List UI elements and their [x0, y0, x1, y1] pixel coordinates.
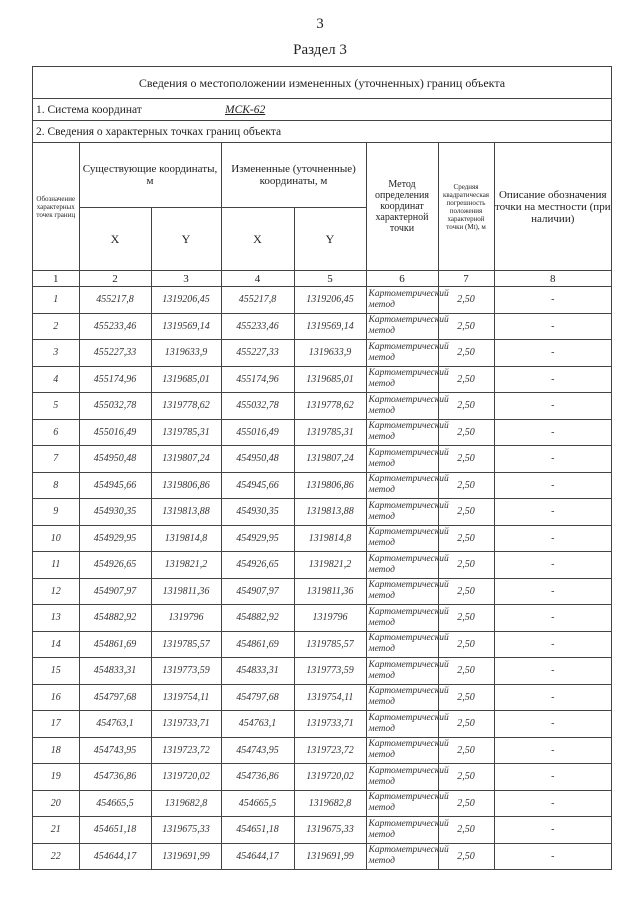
- point-number-cell: 12: [33, 578, 79, 605]
- description-cell: -: [494, 340, 611, 367]
- method-cell: Картометрический метод: [366, 578, 438, 605]
- coord-system-row: [33, 99, 611, 121]
- point-number-cell: 21: [33, 817, 79, 844]
- updated-y-cell: 1319773,59: [294, 658, 366, 685]
- updated-y-cell: 1319569,14: [294, 313, 366, 340]
- updated-x-cell: 455174,96: [221, 366, 294, 393]
- column-number: 4: [221, 271, 294, 287]
- col-x-header: X: [79, 208, 151, 271]
- column-number: 6: [366, 271, 438, 287]
- point-number-cell: 16: [33, 684, 79, 711]
- point-number-cell: 4: [33, 366, 79, 393]
- updated-y-cell: 1319633,9: [294, 340, 366, 367]
- description-cell: -: [494, 393, 611, 420]
- updated-y-cell: 1319206,45: [294, 287, 366, 314]
- error-value-cell: 2,50: [438, 578, 494, 605]
- updated-x-cell: 454929,95: [221, 525, 294, 552]
- method-cell: Картометрический метод: [366, 817, 438, 844]
- existing-x-cell: 454797,68: [79, 684, 151, 711]
- table-row: [33, 843, 611, 869]
- existing-y-cell: 1319807,24: [151, 446, 221, 473]
- table-row: [33, 499, 611, 526]
- col-error-header: Средняя квадратическая погрешность положения характерной точки (Mt), м: [438, 143, 494, 271]
- updated-y-cell: 1319778,62: [294, 393, 366, 420]
- existing-y-cell: 1319691,99: [151, 843, 221, 869]
- updated-y-cell: 1319685,01: [294, 366, 366, 393]
- updated-x-cell: 455233,46: [221, 313, 294, 340]
- error-value-cell: 2,50: [438, 764, 494, 791]
- existing-x-cell: 454651,18: [79, 817, 151, 844]
- method-cell: Картометрический метод: [366, 631, 438, 658]
- updated-y-cell: 1319807,24: [294, 446, 366, 473]
- description-cell: -: [494, 525, 611, 552]
- column-number: 8: [494, 271, 611, 287]
- table-row: [33, 552, 611, 579]
- point-number-cell: 7: [33, 446, 79, 473]
- error-value-cell: 2,50: [438, 393, 494, 420]
- description-cell: -: [494, 658, 611, 685]
- header-row-1: [33, 143, 611, 208]
- existing-y-cell: 1319569,14: [151, 313, 221, 340]
- error-value-cell: 2,50: [438, 287, 494, 314]
- point-number-cell: 14: [33, 631, 79, 658]
- method-cell: Картометрический метод: [366, 843, 438, 869]
- col-existing-header: Существующие координаты, м: [79, 143, 221, 208]
- point-number-cell: 2: [33, 313, 79, 340]
- table-row: [33, 684, 611, 711]
- updated-y-cell: 1319814,8: [294, 525, 366, 552]
- updated-x-cell: 454882,92: [221, 605, 294, 632]
- existing-y-cell: 1319675,33: [151, 817, 221, 844]
- error-value-cell: 2,50: [438, 525, 494, 552]
- existing-x-cell: 455233,46: [79, 313, 151, 340]
- method-cell: Картометрический метод: [366, 711, 438, 738]
- updated-x-cell: 454644,17: [221, 843, 294, 869]
- error-value-cell: 2,50: [438, 340, 494, 367]
- point-number-cell: 6: [33, 419, 79, 446]
- table-row: [33, 817, 611, 844]
- error-value-cell: 2,50: [438, 472, 494, 499]
- description-cell: -: [494, 419, 611, 446]
- point-number-cell: 15: [33, 658, 79, 685]
- col-method-header: Метод определения координат характерной точки: [366, 143, 438, 271]
- existing-y-cell: 1319796: [151, 605, 221, 632]
- col-updated-header: Измененные (уточненные) координаты, м: [221, 143, 366, 208]
- method-cell: Картометрический метод: [366, 340, 438, 367]
- existing-y-cell: 1319773,59: [151, 658, 221, 685]
- updated-y-cell: 1319806,86: [294, 472, 366, 499]
- column-number: 7: [438, 271, 494, 287]
- updated-y-cell: 1319811,36: [294, 578, 366, 605]
- existing-x-cell: 454907,97: [79, 578, 151, 605]
- updated-x-cell: 454743,95: [221, 737, 294, 764]
- table-row: [33, 790, 611, 817]
- column-number: 2: [79, 271, 151, 287]
- existing-y-cell: 1319814,8: [151, 525, 221, 552]
- description-cell: -: [494, 711, 611, 738]
- existing-x-cell: 455016,49: [79, 419, 151, 446]
- table-row: [33, 525, 611, 552]
- existing-x-cell: 454743,95: [79, 737, 151, 764]
- updated-x-cell: 454797,68: [221, 684, 294, 711]
- page-number: 3: [316, 16, 324, 32]
- description-cell: -: [494, 631, 611, 658]
- existing-x-cell: 454930,35: [79, 499, 151, 526]
- updated-y-cell: 1319813,88: [294, 499, 366, 526]
- existing-y-cell: 1319785,31: [151, 419, 221, 446]
- updated-y-cell: 1319720,02: [294, 764, 366, 791]
- updated-x-cell: 454861,69: [221, 631, 294, 658]
- table-row: [33, 605, 611, 632]
- updated-x-cell: 454950,48: [221, 446, 294, 473]
- table-row: [33, 764, 611, 791]
- existing-x-cell: 454833,31: [79, 658, 151, 685]
- method-cell: Картометрический метод: [366, 737, 438, 764]
- table-title: Сведения о местоположении измененных (уточненных) границ объекта: [33, 67, 611, 99]
- point-number-cell: 8: [33, 472, 79, 499]
- existing-y-cell: 1319785,57: [151, 631, 221, 658]
- table-row: [33, 340, 611, 367]
- error-value-cell: 2,50: [438, 790, 494, 817]
- updated-y-cell: 1319723,72: [294, 737, 366, 764]
- method-cell: Картометрический метод: [366, 393, 438, 420]
- method-cell: Картометрический метод: [366, 419, 438, 446]
- method-cell: Картометрический метод: [366, 790, 438, 817]
- updated-x-cell: 454945,66: [221, 472, 294, 499]
- description-cell: -: [494, 737, 611, 764]
- table-row: [33, 737, 611, 764]
- description-cell: -: [494, 287, 611, 314]
- error-value-cell: 2,50: [438, 366, 494, 393]
- point-number-cell: 18: [33, 737, 79, 764]
- method-cell: Картометрический метод: [366, 605, 438, 632]
- existing-x-cell: 454882,92: [79, 605, 151, 632]
- description-cell: -: [494, 578, 611, 605]
- existing-x-cell: 455217,8: [79, 287, 151, 314]
- existing-y-cell: 1319821,2: [151, 552, 221, 579]
- updated-y-cell: 1319754,11: [294, 684, 366, 711]
- coord-system-label: 1. Система координат: [36, 104, 142, 116]
- updated-x-cell: 455217,8: [221, 287, 294, 314]
- point-number-cell: 22: [33, 843, 79, 869]
- method-cell: Картометрический метод: [366, 446, 438, 473]
- updated-y-cell: 1319675,33: [294, 817, 366, 844]
- method-cell: Картометрический метод: [366, 313, 438, 340]
- existing-x-cell: 454929,95: [79, 525, 151, 552]
- error-value-cell: 2,50: [438, 631, 494, 658]
- boundary-table: [32, 66, 612, 870]
- existing-y-cell: 1319811,36: [151, 578, 221, 605]
- point-number-cell: 1: [33, 287, 79, 314]
- column-number: 5: [294, 271, 366, 287]
- column-number-row: [33, 271, 611, 287]
- description-cell: -: [494, 843, 611, 869]
- method-cell: Картометрический метод: [366, 658, 438, 685]
- coord-system-value: МСК-62: [225, 104, 266, 116]
- description-cell: -: [494, 605, 611, 632]
- updated-x-cell: 455227,33: [221, 340, 294, 367]
- method-cell: Картометрический метод: [366, 684, 438, 711]
- existing-y-cell: 1319723,72: [151, 737, 221, 764]
- existing-x-cell: 454861,69: [79, 631, 151, 658]
- col-description-header: Описание обозначения точки на местности (при наличии): [494, 143, 611, 271]
- error-value-cell: 2,50: [438, 684, 494, 711]
- existing-y-cell: 1319813,88: [151, 499, 221, 526]
- table-row: [33, 711, 611, 738]
- existing-y-cell: 1319682,8: [151, 790, 221, 817]
- updated-x-cell: 455016,49: [221, 419, 294, 446]
- description-cell: -: [494, 472, 611, 499]
- description-cell: -: [494, 446, 611, 473]
- description-cell: -: [494, 499, 611, 526]
- updated-x-cell: 454651,18: [221, 817, 294, 844]
- table-row: [33, 578, 611, 605]
- point-number-cell: 10: [33, 525, 79, 552]
- existing-y-cell: 1319720,02: [151, 764, 221, 791]
- existing-x-cell: 454926,65: [79, 552, 151, 579]
- table-row: [33, 446, 611, 473]
- point-number-cell: 13: [33, 605, 79, 632]
- existing-y-cell: 1319806,86: [151, 472, 221, 499]
- point-number-cell: 20: [33, 790, 79, 817]
- description-cell: -: [494, 313, 611, 340]
- description-cell: -: [494, 817, 611, 844]
- col-point-header: Обозначение характерных точек границ: [33, 143, 79, 271]
- point-number-cell: 19: [33, 764, 79, 791]
- description-cell: -: [494, 366, 611, 393]
- existing-x-cell: 455032,78: [79, 393, 151, 420]
- method-cell: Картометрический метод: [366, 552, 438, 579]
- existing-x-cell: 454736,86: [79, 764, 151, 791]
- updated-x-cell: 454736,86: [221, 764, 294, 791]
- method-cell: Картометрический метод: [366, 764, 438, 791]
- existing-y-cell: 1319685,01: [151, 366, 221, 393]
- error-value-cell: 2,50: [438, 843, 494, 869]
- existing-y-cell: 1319778,62: [151, 393, 221, 420]
- error-value-cell: 2,50: [438, 313, 494, 340]
- existing-x-cell: 455227,33: [79, 340, 151, 367]
- updated-x-cell: 454763,1: [221, 711, 294, 738]
- points-table: [33, 143, 611, 869]
- existing-x-cell: 454945,66: [79, 472, 151, 499]
- updated-y-cell: 1319821,2: [294, 552, 366, 579]
- error-value-cell: 2,50: [438, 658, 494, 685]
- error-value-cell: 2,50: [438, 419, 494, 446]
- table-row: [33, 287, 611, 314]
- updated-x-cell: 454907,97: [221, 578, 294, 605]
- error-value-cell: 2,50: [438, 552, 494, 579]
- existing-y-cell: 1319633,9: [151, 340, 221, 367]
- table-row: [33, 393, 611, 420]
- error-value-cell: 2,50: [438, 446, 494, 473]
- col-y2-header: Y: [294, 208, 366, 271]
- existing-x-cell: 454763,1: [79, 711, 151, 738]
- col-x2-header: X: [221, 208, 294, 271]
- updated-y-cell: 1319691,99: [294, 843, 366, 869]
- error-value-cell: 2,50: [438, 605, 494, 632]
- updated-x-cell: 455032,78: [221, 393, 294, 420]
- error-value-cell: 2,50: [438, 817, 494, 844]
- existing-x-cell: 454950,48: [79, 446, 151, 473]
- table-row: [33, 419, 611, 446]
- updated-y-cell: 1319785,31: [294, 419, 366, 446]
- table-row: [33, 313, 611, 340]
- column-number: 3: [151, 271, 221, 287]
- error-value-cell: 2,50: [438, 711, 494, 738]
- method-cell: Картометрический метод: [366, 499, 438, 526]
- description-cell: -: [494, 764, 611, 791]
- column-number: 1: [33, 271, 79, 287]
- updated-y-cell: 1319733,71: [294, 711, 366, 738]
- existing-x-cell: 455174,96: [79, 366, 151, 393]
- existing-y-cell: 1319206,45: [151, 287, 221, 314]
- updated-y-cell: 1319682,8: [294, 790, 366, 817]
- point-number-cell: 17: [33, 711, 79, 738]
- existing-y-cell: 1319754,11: [151, 684, 221, 711]
- updated-x-cell: 454665,5: [221, 790, 294, 817]
- point-number-cell: 11: [33, 552, 79, 579]
- updated-x-cell: 454930,35: [221, 499, 294, 526]
- point-number-cell: 3: [33, 340, 79, 367]
- point-number-cell: 5: [33, 393, 79, 420]
- table-row: [33, 631, 611, 658]
- table-row: [33, 472, 611, 499]
- table-row: [33, 366, 611, 393]
- updated-y-cell: 1319796: [294, 605, 366, 632]
- updated-y-cell: 1319785,57: [294, 631, 366, 658]
- error-value-cell: 2,50: [438, 737, 494, 764]
- col-y-header: Y: [151, 208, 221, 271]
- table-body: [33, 287, 611, 870]
- description-cell: -: [494, 552, 611, 579]
- existing-x-cell: 454644,17: [79, 843, 151, 869]
- method-cell: Картометрический метод: [366, 472, 438, 499]
- point-number-cell: 9: [33, 499, 79, 526]
- method-cell: Картометрический метод: [366, 287, 438, 314]
- updated-x-cell: 454833,31: [221, 658, 294, 685]
- description-cell: -: [494, 790, 611, 817]
- section-title: Раздел 3: [293, 42, 347, 58]
- table-row: [33, 658, 611, 685]
- method-cell: Картометрический метод: [366, 525, 438, 552]
- updated-x-cell: 454926,65: [221, 552, 294, 579]
- error-value-cell: 2,50: [438, 499, 494, 526]
- points-heading: 2. Сведения о характерных точках границ объекта: [33, 121, 611, 143]
- existing-x-cell: 454665,5: [79, 790, 151, 817]
- description-cell: -: [494, 684, 611, 711]
- method-cell: Картометрический метод: [366, 366, 438, 393]
- existing-y-cell: 1319733,71: [151, 711, 221, 738]
